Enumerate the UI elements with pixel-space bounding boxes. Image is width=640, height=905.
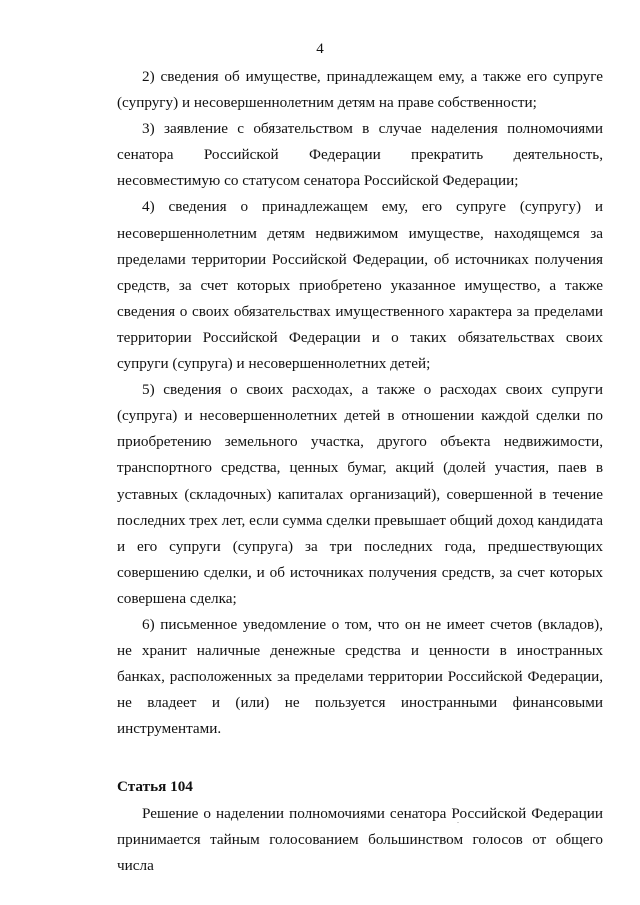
document-body bbox=[117, 64, 603, 879]
list-item-4: 4) сведения о принадлежащем ему, его супруге (супругу) и несовершеннолетним детям недвижимом имуществе, находящемся за пределами территории Российской Федерации, об источниках получения средств, за счет которых приобретено указанное имущество, а также сведения о своих обязательствах имущественного характера за пределами территории Российской Федерации и о таких обязательствах своих супруги (супруга) и несовершеннолетних детей; bbox=[117, 198, 603, 373]
article-paragraph: Решение о наделении полномочиями сенатора Российской Федерации принимается тайным голосованием большинством голосов от общего числа bbox=[117, 804, 603, 874]
page-number: 4 bbox=[316, 41, 324, 57]
list-item-2: 2) сведения об имуществе, принадлежащем ему, а также его супруге (супругу) и несовершеннолетним детям на праве собственности; bbox=[117, 68, 603, 112]
list-item-6: 6) письменное уведомление о том, что он не имеет счетов (вкладов), не хранит наличные денежные средства и ценности в иностранных банках, расположенных за пределами территории Российской Федерации, не владеет и (или) не пользуется иностранными финансовыми инструментами. bbox=[117, 615, 603, 738]
list-item-3: 3) заявление с обязательством в случае наделения полномочиями сенатора Российской Федерации прекратить деятельность, несовместимую со статусом сенатора Российской Федерации; bbox=[117, 120, 603, 190]
article-heading: Статья 104 bbox=[117, 778, 193, 796]
list-item-5: 5) сведения о своих расходах, а также о расходах своих супруги (супруга) и несовершеннолетних детей в отношении каждой сделки по приобретению земельного участка, другого объекта недвижимости, транспортного средства, ценных бумаг, акций (долей участия, паев в уставных (складочных) капиталах организаций), совершенной в течение последних трех лет, если сумма сделки превышает общий доход кандидата и его супруги (супруга) за три последних года, предшествующих совершению сделки, и об источниках получения средств, за счет которых совершена сделка; bbox=[117, 381, 603, 607]
scan-speck bbox=[457, 822, 459, 823]
